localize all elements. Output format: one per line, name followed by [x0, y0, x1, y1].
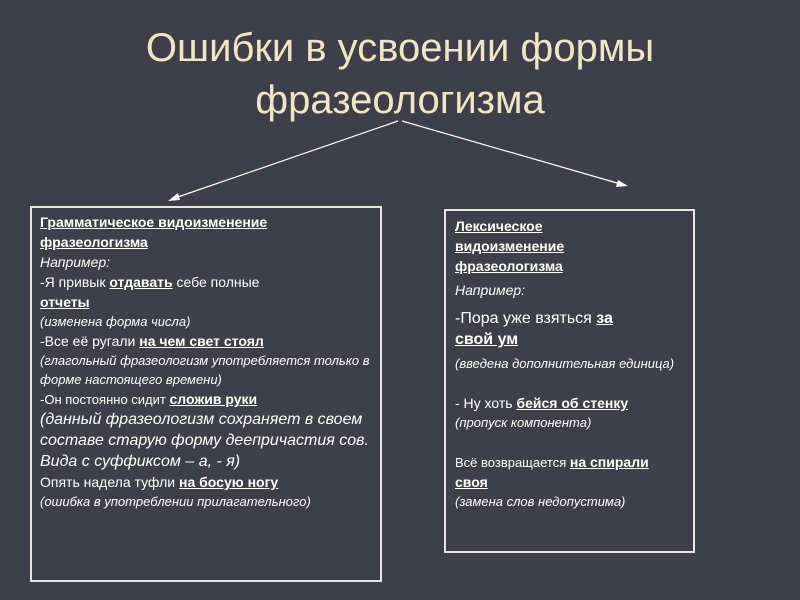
left-ex3-note: (данный фразеологизм сохраняет в своем составе старую форму деепричастия сов. Вида с суффиксом – а, - я)	[40, 411, 369, 470]
left-example-3	[40, 389, 372, 409]
right-example-3	[455, 452, 684, 472]
right-heading-3: фразеологизма	[455, 258, 563, 274]
left-ex2-note: (глагольный фразеологизм употребляется только в форме настоящего времени)	[40, 353, 370, 387]
right-ex1-note: (введена дополнительная единица)	[455, 356, 675, 371]
left-ex1-mid: себе полные	[172, 274, 260, 290]
right-heading-2: видоизменение	[455, 238, 565, 254]
grammatical-change-box	[30, 206, 382, 582]
left-ex3-pre: -Он постоянно сидит	[40, 392, 170, 407]
left-ex4-pre: Опять надела туфли	[40, 474, 180, 490]
left-example-2	[40, 331, 372, 351]
right-spacer-2	[455, 432, 684, 452]
right-ex1-bold: за	[596, 310, 613, 327]
right-example-label: Например:	[455, 282, 526, 298]
right-ex3-note: (замена слов недопустима)	[455, 494, 626, 509]
left-ex4-bold: на босую ногу	[179, 474, 279, 490]
right-ex1-pre: -Пора уже взяться	[455, 310, 597, 327]
left-ex1-note: (изменена форма числа)	[40, 314, 191, 329]
left-ex3-bold: сложив руки	[169, 391, 258, 407]
right-ex2-note: (пропуск компонента)	[455, 415, 592, 430]
arrow-right-head	[616, 180, 628, 187]
arrow-left-head	[168, 193, 180, 201]
left-example-label: Например:	[40, 254, 111, 270]
title-line-1: Ошибки в усвоении формы	[145, 26, 655, 70]
left-ex4-note: (ошибка в употреблении прилагательного)	[40, 494, 311, 509]
lexical-change-box	[444, 209, 695, 553]
right-ex2-bold: бейся об стенку	[516, 395, 629, 411]
left-example-1	[40, 272, 372, 292]
left-heading-1: Грамматическое видоизменение	[40, 214, 268, 230]
left-heading-2: фразеологизма	[40, 234, 148, 250]
right-ex3-bold: на спирали	[569, 454, 649, 470]
arrow-left	[172, 121, 398, 199]
title-line-2: фразеологизма	[255, 78, 545, 122]
right-ex1-bold-2: свой ум	[455, 331, 519, 348]
right-heading-1: Лексическое	[455, 218, 543, 234]
right-spacer-1	[455, 373, 684, 393]
right-example-1	[455, 308, 684, 329]
right-ex2-pre: - Ну хоть	[455, 395, 517, 411]
left-ex1-pre: -Я привык	[40, 274, 110, 290]
left-ex2-pre: -Все её ругали	[40, 333, 140, 349]
right-ex3-pre: Всё возвращается	[455, 455, 570, 470]
left-ex1-bold-2: отчеты	[40, 294, 90, 310]
arrow-right	[402, 121, 624, 185]
right-ex3-bold-2: своя	[455, 474, 488, 490]
right-example-2	[455, 393, 684, 413]
left-example-4	[40, 472, 372, 492]
left-ex1-bold: отдавать	[109, 274, 173, 290]
left-ex2-bold: на чем свет стоял	[139, 333, 264, 349]
